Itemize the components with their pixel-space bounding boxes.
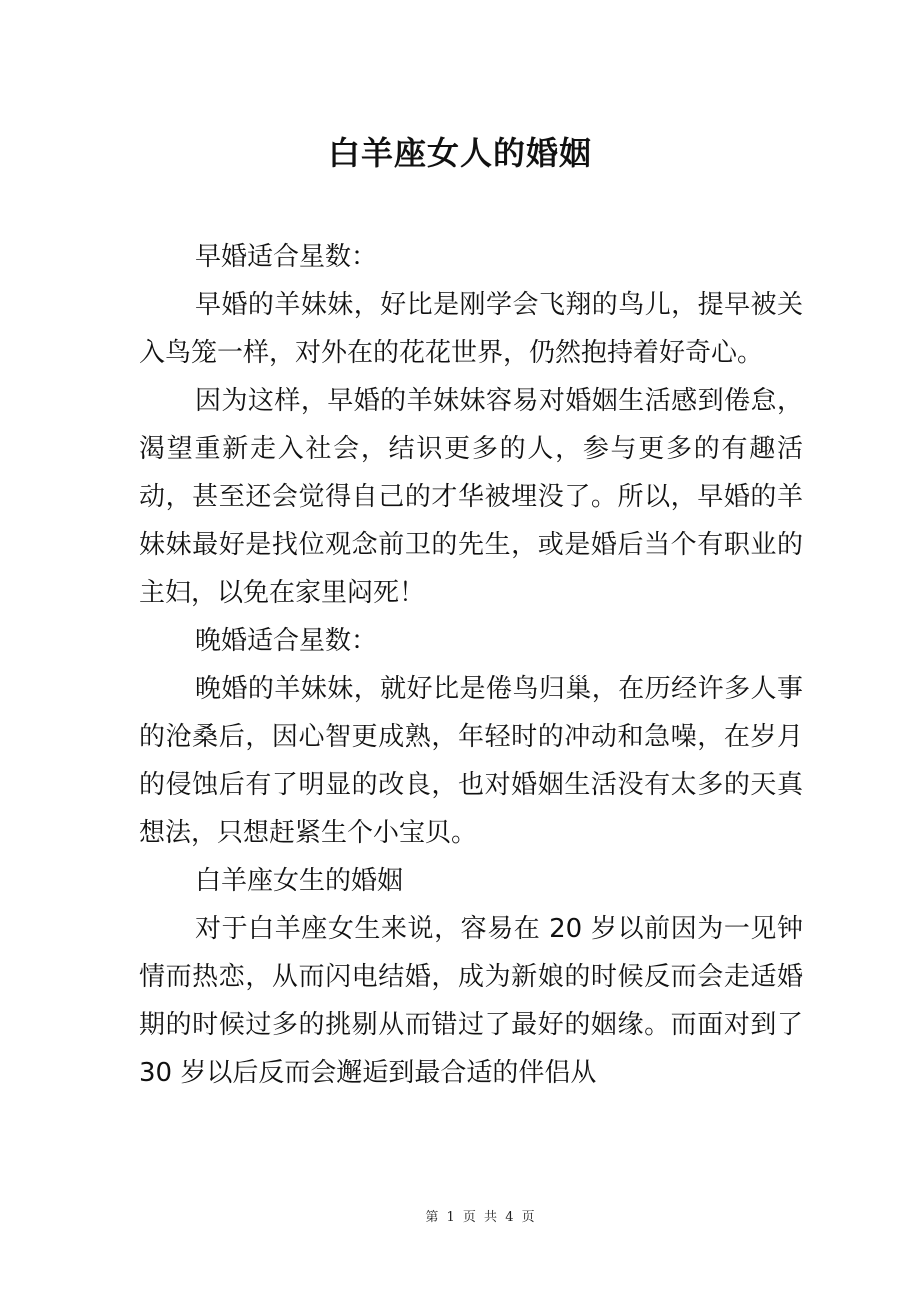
paragraph-aries-marriage-1: 对于白羊座女生来说，容易在 20 岁以前因为一见钟情而热恋，从而闪电结婚，成为新娘的时候反而会走适婚期的时候过多的挑剔从而错过了最好的姻缘。而面对到了 30 岁以后反而会邂逅到最合适的伴侣从: [139, 914, 803, 1088]
document-body: [139, 233, 803, 1097]
paragraph-late-marriage-heading: 晚婚适合星数：: [195, 626, 378, 656]
paragraph-early-marriage-heading: 早婚适合星数：: [195, 242, 378, 272]
paragraph-late-marriage-1: 晚婚的羊妹妹，就好比是倦鸟归巢，在历经许多人事的沧桑后，因心智更成熟，年轻时的冲动和急噪，在岁月的侵蚀后有了明显的改良，也对婚姻生活没有太多的天真想法，只想赶紧生个小宝贝。: [139, 674, 803, 848]
paragraph-early-marriage-2: 因为这样，早婚的羊妹妹容易对婚姻生活感到倦怠，渴望重新走入社会，结识更多的人，参与更多的有趣活动，甚至还会觉得自己的才华被埋没了。所以，早婚的羊妹妹最好是找位观念前卫的先生，或是婚后当个有职业的主妇，以免在家里闷死！: [139, 386, 803, 608]
page-number-footer: 第 1 页 共 4 页: [425, 1210, 535, 1225]
paragraph-early-marriage-1: 早婚的羊妹妹，好比是刚学会飞翔的鸟儿，提早被关入鸟笼一样，对外在的花花世界，仍然抱持着好奇心。: [139, 290, 803, 368]
document-title: 白羊座女人的婚姻: [327, 134, 592, 172]
paragraph-aries-marriage-heading: 白羊座女生的婚姻: [195, 866, 404, 896]
